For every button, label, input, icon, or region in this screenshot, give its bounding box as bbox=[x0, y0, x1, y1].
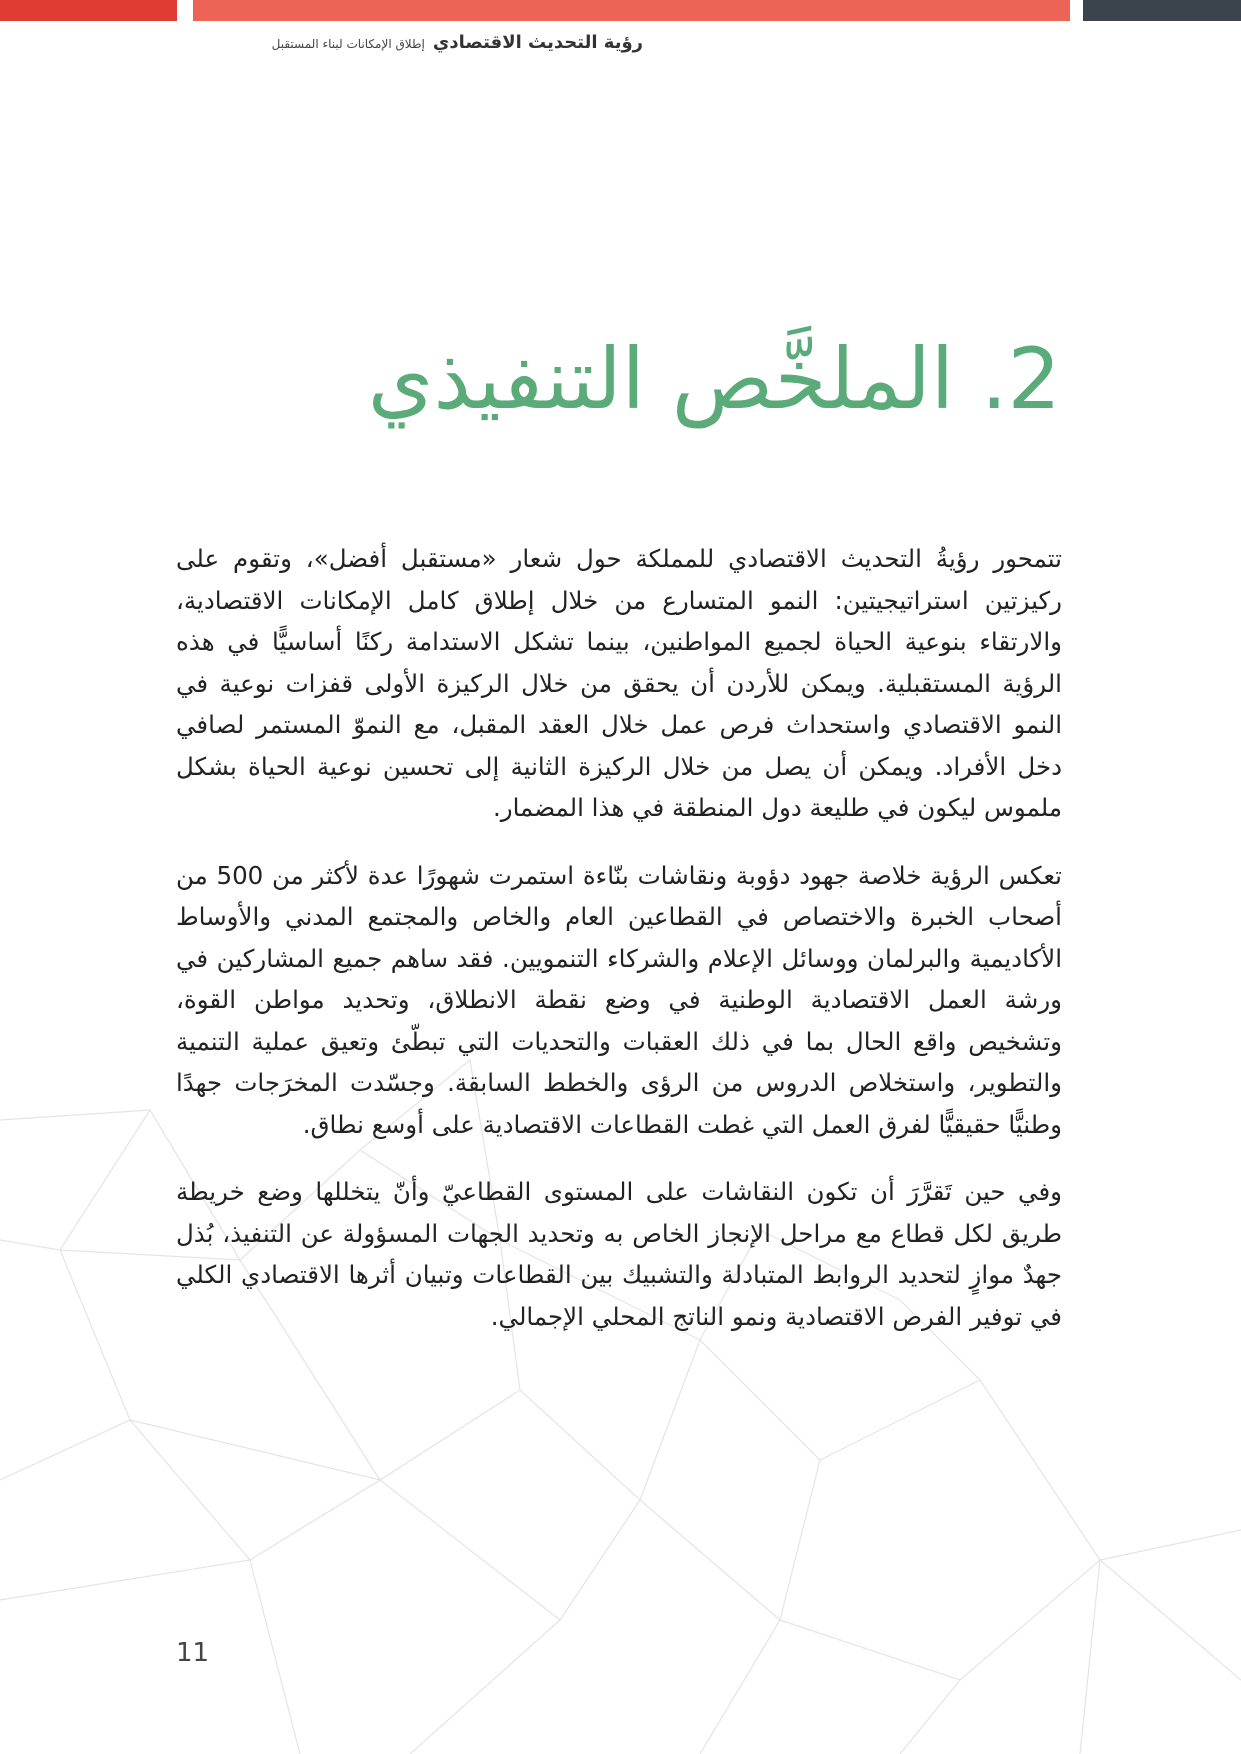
page-number: 11 bbox=[176, 1638, 210, 1668]
body-text bbox=[176, 538, 1062, 1363]
header-subtitle: إطلاق الإمكانات لبناء المستقبل bbox=[271, 37, 425, 51]
section-title: 2. الملخَّص التنفيذي bbox=[367, 330, 1061, 428]
paragraph-3: وفي حين تَقرَّرَ أن تكون النقاشات على المستوى القطاعيّ وأنّ يتخللها وضع خريطة طريق لكل قطاع مع مراحل الإنجاز الخاص به وتحديد الجهات المسؤولة عن التنفيذ، بُذل جهدٌ موازٍ لتحديد الروابط المتبادلة والتشبيك بين القطاعات وتبيان أثرها الاقتصادي الكلي في توفير الفرص الاقتصادية ونمو الناتج المحلي الإجمالي. bbox=[176, 1177, 1062, 1331]
paragraph-2: تعكس الرؤية خلاصة جهود دؤوبة ونقاشات بنّاءة استمرت شهورًا عدة لأكثر من 500 من أصحاب الخبرة والاختصاص في القطاعين العام والخاص والمجتمع المدني والأوساط الأكاديمية والبرلمان ووسائل الإعلام والشركاء التنمويين. فقد ساهم جميع المشاركين في ورشة العمل الاقتصادية الوطنية في وضع نقطة الانطلاق، وتحديد مواطن القوة، وتشخيص واقع الحال بما في ذلك العقبات والتحديات التي تبطّئ وتعيق عملية التنمية والتطوير، واستخلاص الدروس من الرؤى والخطط السابقة. وجسّدت المخرَجات جهدًا وطنيًّا حقيقيًّا لفرق العمل التي غطت القطاعات الاقتصادية على أوسع نطاق. bbox=[176, 860, 1062, 1139]
paragraph-1: تتمحور رؤيةُ التحديث الاقتصادي للمملكة حول شعار «مستقبل أفضل»، وتقوم على ركيزتين استراتيجيتين: النمو المتسارع من خلال إطلاق كامل الإمكانات الاقتصادية، والارتقاء بنوعية الحياة لجميع المواطنين، بينما تشكل الاستدامة ركنًا أساسيًّا في هذه الرؤية المستقبلية. ويمكن للأردن أن يحقق من خلال الركيزة الأولى قفزات نوعية في النمو الاقتصادي واستحداث فرص عمل خلال العقد المقبل، مع النموّ المستمر لصافي دخل الأفراد. ويمكن أن يصل من خلال الركيزة الثانية إلى تحسين نوعية الحياة بشكل ملموس ليكون في طليعة دول المنطقة في هذا المضمار. bbox=[176, 544, 1062, 822]
header-title: رؤية التحديث الاقتصادي bbox=[432, 32, 643, 53]
